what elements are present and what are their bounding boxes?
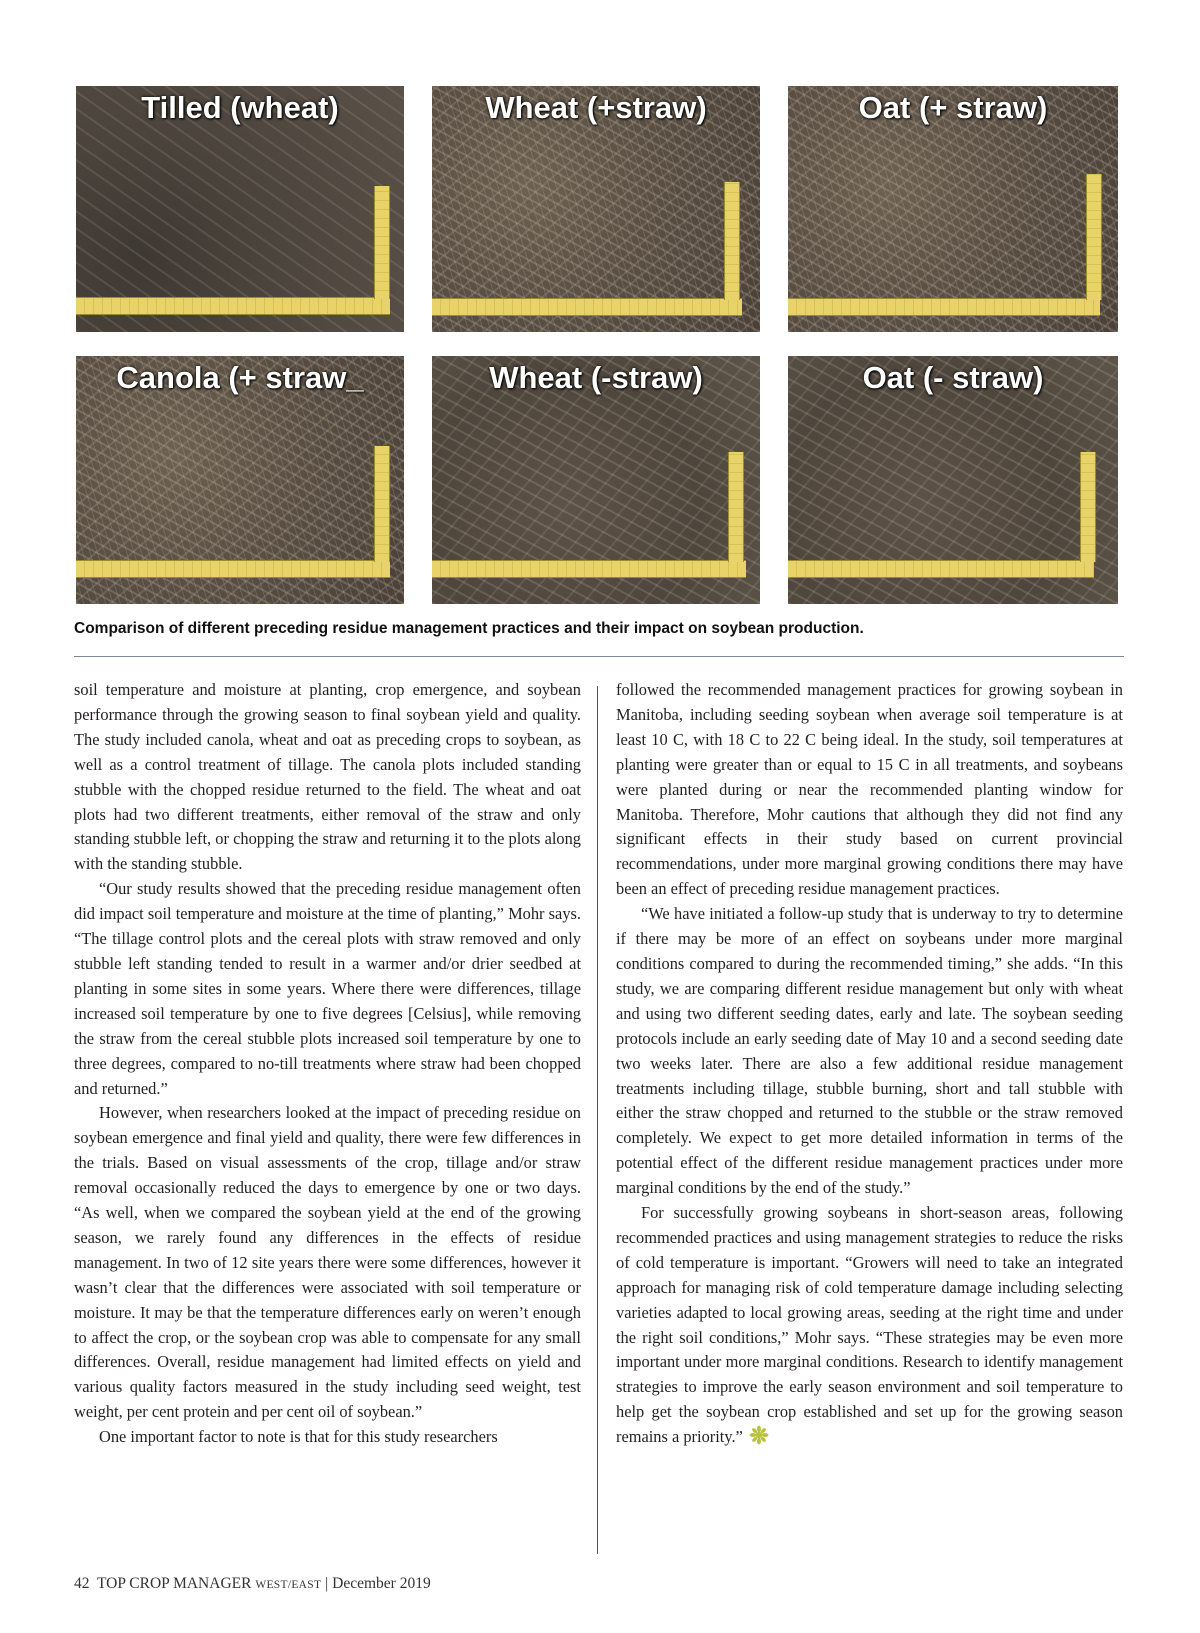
article-column-left [74, 678, 581, 1450]
measuring-tape-vertical [374, 186, 390, 299]
issue-date: December 2019 [332, 1575, 431, 1592]
paragraph: “We have initiated a follow-up study that is underway to try to determine if there may be more of an effect on soybeans under more marginal conditions compared to during the recommended timing,” she adds. “In this study, we are comparing different residue management but only with wheat and using two different seeding dates, early and late. The soybean seeding protocols include an early seeding date of May 10 and a second seeding date two weeks later. There are also a few additional residue management treatments including tillage, stubble burning, short and tall stubble with either the straw chopped and returned to the stubble or the straw removed completely. We expect to get more detailed information in terms of the potential effect of the different residue management practices under more marginal conditions by the end of the study.” [616, 904, 1123, 1198]
caption-divider [74, 656, 1124, 657]
paragraph: soil temperature and moisture at planting, crop emergence, and soybean performance through the growing season to final soybean yield and quality. The study included canola, wheat and oat as preceding crops to soybean, as well as a control treatment of tillage. The canola plots included standing stubble with the chopped residue returned to the field. The wheat and oat plots had two different treatments, either removal of the straw and only standing stubble left, or chopping the straw and returning it to the plots along with the standing stubble. [74, 680, 581, 874]
measuring-tape-vertical [1080, 452, 1096, 562]
publication-edition: WEST/EAST [255, 1579, 322, 1591]
measuring-tape-vertical [374, 446, 390, 562]
photo-label: Oat (- straw) [862, 360, 1044, 395]
measuring-tape-vertical [724, 182, 740, 300]
paragraph: “Our study results showed that the preceding residue management often did impact soil temperature and moisture at the time of planting,” Mohr says. “The tillage control plots and the cereal plots with straw removed and only stubble left standing tended to result in a warmer and/or drier seedbed at planting in some sites in some years. Where there were differences, tillage increased soil temperature by one to five degrees [Celsius], while removing the straw from the cereal stubble plots increased soil temperature by one to three degrees, compared to no-till treatments where straw had been chopped and returned.” [74, 879, 581, 1098]
photo-wheat-plus-straw [432, 86, 760, 332]
photo-tilled-wheat [76, 86, 404, 332]
measuring-tape-horizontal [76, 560, 390, 578]
measuring-tape-horizontal [432, 298, 742, 316]
column-divider [597, 686, 598, 1554]
publication-name: TOP CROP MANAGER [96, 1575, 252, 1592]
measuring-tape-horizontal [432, 560, 746, 578]
measuring-tape-vertical [728, 452, 744, 562]
photo-label: Wheat (-straw) [489, 360, 703, 395]
paragraph-text: For successfully growing soybeans in short-season areas, following recommended practices and using management strategies to reduce the risks of cold temperature is important. “Growers will need to take an integrated approach for managing risk of cold temperature damage including selecting varieties adapted to local growing areas, seeding at the right time and under the right soil conditions,” Mohr says. “These strategies may be even more important under more marginal conditions. Research to identify management strategies to improve the early season environment and soil temperature to help get the soybean crop established and set up for the growing season remains a priority.” [616, 1203, 1123, 1447]
footer-separator: | [325, 1575, 329, 1592]
page-footer [74, 1575, 431, 1593]
paragraph-final [616, 1201, 1123, 1450]
photo-label: Wheat (+straw) [485, 90, 707, 125]
measuring-tape-horizontal [788, 298, 1100, 316]
paragraph: One important factor to note is that for this study researchers [99, 1427, 498, 1447]
photo-oat-plus-straw [788, 86, 1118, 332]
paragraph: However, when researchers looked at the impact of preceding residue on soybean emergence and final yield and quality, there were few differences in the trials. Based on visual assessments of the crop, tillage and/or straw removal occasionally reduced the days to emergence by one or two days. “As well, when we compared the soybean yield at the end of the growing season, we rarely found any differences in the effects of residue management. In two of 12 site years there were some differences, however it wasn’t clear that the differences were associated with soil temperature or moisture. It may be that the temperature differences early on weren’t enough to affect the crop, or the soybean crop was able to compensate for any small differences. Overall, residue management had limited effects on yield and various quality factors measured in the study including seed weight, test weight, per cent protein and per cent oil of soybean.” [74, 1103, 581, 1422]
photo-oat-minus-straw [788, 356, 1118, 604]
photo-canola-plus-straw [76, 356, 404, 604]
measuring-tape-horizontal [788, 560, 1094, 578]
leaf-mark-icon [749, 1425, 769, 1445]
photo-label: Canola (+ straw_ [116, 360, 364, 395]
photo-label: Tilled (wheat) [141, 90, 339, 125]
photo-grid [76, 86, 1122, 604]
article-column-right [616, 678, 1123, 1450]
measuring-tape-horizontal [76, 297, 390, 315]
photo-wheat-minus-straw [432, 356, 760, 604]
measuring-tape-vertical [1086, 174, 1102, 300]
paragraph: followed the recommended management practices for growing soybean in Manitoba, including seeding soybean when average soil temperature is at least 10 C, with 18 C to 22 C being ideal. In the study, soil temperatures at planting were greater than or equal to 15 C in all treatments, and soybeans were planted during or near the recommended planting window for Manitoba. Therefore, Mohr cautions that although they did not find any significant effects in their study based on current provincial recommendations, under more marginal growing conditions there may have been an effect of preceding residue management practices. [616, 680, 1123, 899]
page-number: 42 [74, 1575, 90, 1592]
figure-caption: Comparison of different preceding residue management practices and their impact on soybean production. [74, 620, 864, 637]
photo-label: Oat (+ straw) [858, 90, 1048, 125]
